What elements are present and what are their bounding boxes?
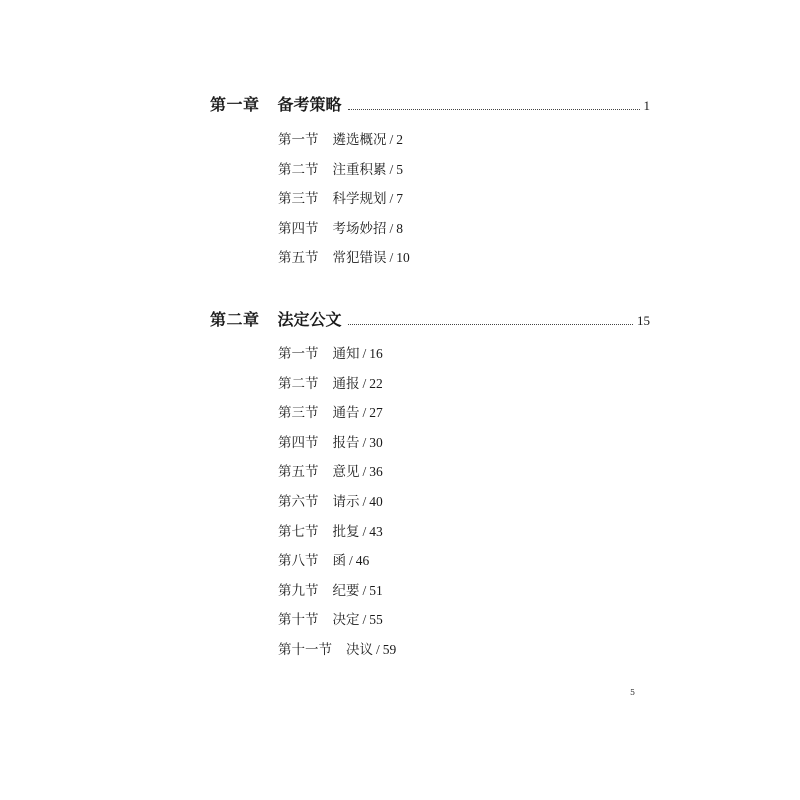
chapter-heading[interactable] xyxy=(210,307,650,333)
section-separator: / xyxy=(389,191,394,206)
section-title: 意见 xyxy=(332,464,360,480)
section-entry[interactable] xyxy=(278,217,403,239)
section-entry[interactable] xyxy=(278,401,383,423)
section-title: 遴选概况 xyxy=(332,132,387,148)
section-separator: / xyxy=(376,642,380,657)
section-title: 批复 xyxy=(332,524,360,540)
section-number: 第四节 xyxy=(278,221,319,237)
chapter-number: 第二章 xyxy=(210,310,260,329)
section-entry[interactable] xyxy=(278,187,403,209)
section-number: 第四节 xyxy=(278,435,319,451)
section-page-number: 51 xyxy=(369,583,383,598)
section-number: 第八节 xyxy=(278,553,319,569)
section-number: 第六节 xyxy=(278,494,319,510)
section-entry[interactable] xyxy=(278,431,383,453)
section-separator: / xyxy=(362,405,367,420)
section-entry[interactable] xyxy=(278,549,369,571)
section-page-number: 55 xyxy=(369,612,383,627)
section-entry[interactable] xyxy=(278,579,383,601)
chapter-page-number: 15 xyxy=(637,313,650,328)
section-page-number: 2 xyxy=(396,132,404,147)
dot-leader xyxy=(348,108,640,110)
section-page-number: 16 xyxy=(369,346,383,361)
section-number: 第五节 xyxy=(278,250,319,266)
section-entry[interactable] xyxy=(278,638,396,660)
section-page-number: 8 xyxy=(396,221,404,236)
section-page-number: 10 xyxy=(396,250,410,265)
section-number: 第五节 xyxy=(278,464,319,480)
section-page-number: 46 xyxy=(355,553,370,568)
chapter-number: 第一章 xyxy=(210,95,260,114)
section-entry[interactable] xyxy=(278,608,383,630)
section-number: 第一节 xyxy=(278,346,319,362)
section-number: 第十一节 xyxy=(278,642,332,658)
section-separator: / xyxy=(362,346,367,361)
section-separator: / xyxy=(362,583,367,598)
section-page-number: 36 xyxy=(369,464,383,479)
section-title: 常犯错误 xyxy=(332,250,387,266)
section-separator: / xyxy=(362,612,367,627)
section-entry[interactable] xyxy=(278,158,403,180)
section-separator: / xyxy=(362,464,367,479)
section-title: 注重积累 xyxy=(332,162,387,178)
section-title: 报告 xyxy=(332,435,360,451)
section-page-number: 5 xyxy=(396,162,404,177)
chapter-title: 备考策略 xyxy=(277,95,342,114)
section-page-number: 7 xyxy=(396,191,404,206)
section-separator: / xyxy=(362,524,367,539)
section-number: 第七节 xyxy=(278,524,319,540)
section-title: 通知 xyxy=(332,346,360,362)
section-page-number: 22 xyxy=(369,376,383,391)
page-footer-mark: 5 xyxy=(630,688,636,697)
section-title: 纪要 xyxy=(332,583,360,599)
section-separator: / xyxy=(349,553,353,568)
chapter-heading[interactable] xyxy=(210,92,650,118)
section-title: 请示 xyxy=(332,494,360,510)
section-number: 第二节 xyxy=(278,162,319,178)
section-title: 决议 xyxy=(346,642,373,658)
section-number: 第九节 xyxy=(278,583,319,599)
section-number: 第十节 xyxy=(278,612,319,628)
section-page-number: 43 xyxy=(369,524,383,539)
section-separator: / xyxy=(362,376,367,391)
section-separator: / xyxy=(389,250,394,265)
section-page-number: 40 xyxy=(369,494,383,509)
section-number: 第二节 xyxy=(278,376,319,392)
section-entry[interactable] xyxy=(278,490,383,512)
section-entry[interactable] xyxy=(278,520,383,542)
section-page-number: 30 xyxy=(369,435,383,450)
section-title: 决定 xyxy=(332,612,360,628)
section-number: 第三节 xyxy=(278,191,319,207)
section-separator: / xyxy=(389,132,394,147)
dot-leader xyxy=(348,323,633,325)
section-page-number: 27 xyxy=(369,405,383,420)
section-entry[interactable] xyxy=(278,460,383,482)
section-title: 考场妙招 xyxy=(332,221,387,237)
section-page-number: 59 xyxy=(382,642,397,657)
section-entry[interactable] xyxy=(278,128,403,150)
section-number: 第三节 xyxy=(278,405,319,421)
section-entry[interactable] xyxy=(278,342,383,364)
section-title: 函 xyxy=(332,553,346,569)
section-number: 第一节 xyxy=(278,132,319,148)
section-separator: / xyxy=(362,435,367,450)
chapter-page-number: 1 xyxy=(643,98,650,113)
section-entry[interactable] xyxy=(278,246,410,268)
section-separator: / xyxy=(389,162,394,177)
section-separator: / xyxy=(362,494,367,509)
section-entry[interactable] xyxy=(278,372,383,394)
section-title: 科学规划 xyxy=(332,191,387,207)
chapter-title: 法定公文 xyxy=(277,310,342,329)
section-title: 通报 xyxy=(332,376,360,392)
section-title: 通告 xyxy=(332,405,360,421)
section-separator: / xyxy=(389,221,394,236)
